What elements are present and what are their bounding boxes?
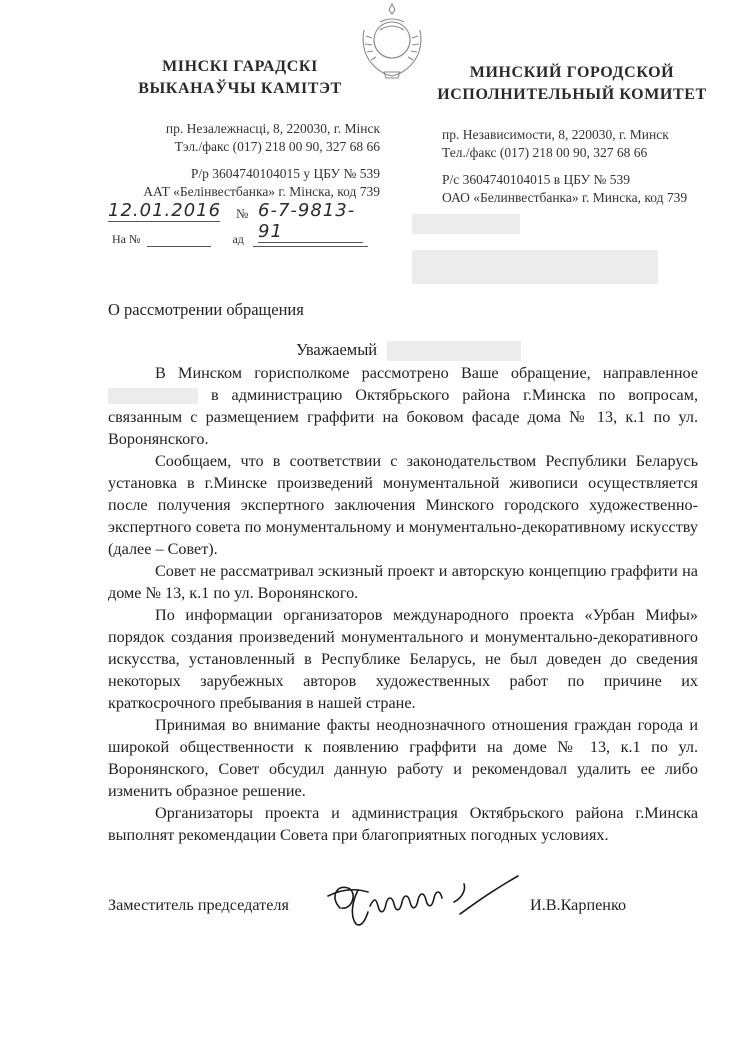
paragraph-5: Принимая во внимание факты неоднозначного отношения граждан города и широкой общественности к появлению граффити на доме № 13, к.1 по ул. Воронянского, Совет обсудил данную работу и рекомендовал удалить ее либо изменить образное решение. xyxy=(108,716,698,800)
redacted-addressee-address xyxy=(412,250,658,284)
greeting xyxy=(296,340,521,361)
paragraph-1-part-b: в администрацию Октябрьского района г.Минска по вопросам, связанным с размещением граффити на боковом фасаде дома № 13, к.1 по ул. Воронянского. xyxy=(108,386,699,448)
paragraph-4: По информации организаторов международного проекта «Урбан Мифы» порядок создания произведений монументального и монументально-декоративного искусства, установленный в Республике Беларусь, не был доведен до сведения некоторых зарубежных авторов художественных работ по причине их краткосрочного пребывания в нашей стране. xyxy=(108,606,698,712)
org-name-by-line1: МІНСКІ ГАРАДСКІ xyxy=(162,58,318,75)
reference-number-label: На № xyxy=(112,232,141,246)
signatory-position: Заместитель председателя xyxy=(108,896,289,914)
paragraph-2: Сообщаем, что в соответствии с законодательством Республики Беларусь установка в г.Минске произведений монументальной живописи осуществляется после получения экспертного заключения Минского городского художественно-экспертного совета по монументальному и монументально-декоративному искусству (далее – Совет). xyxy=(108,452,698,558)
org-name-by-line2: ВЫКАНАЎЧЫ КАМІТЭТ xyxy=(138,80,342,97)
org-name-ru-line2: ИСПОЛНИТЕЛЬНЫЙ КОМИТЕТ xyxy=(437,86,707,103)
redacted-sender xyxy=(108,388,198,404)
letter-body xyxy=(108,362,698,846)
reference-from-label: ад xyxy=(232,232,244,246)
paragraph-6: Организаторы проекта и администрация Октябрьского района г.Минска выполнят рекомендации Совета при благоприятных погодных условиях. xyxy=(108,804,698,844)
paragraph-1-part-a: В Минском горисполкоме рассмотрено Ваше обращение, направленное xyxy=(155,364,698,382)
phone-ru: Тел./факс (017) 218 00 90, 327 68 66 xyxy=(442,144,648,160)
account-by: Р/р 3604740104015 у ЦБУ № 539 xyxy=(190,166,380,181)
redacted-addressee-name xyxy=(412,214,520,234)
account-ru: Р/с 3604740104015 в ЦБУ № 539 xyxy=(442,172,630,187)
signatory-name: И.В.Карпенко xyxy=(530,896,627,914)
reference-row xyxy=(112,232,368,247)
belarus-emblem-icon xyxy=(350,0,434,84)
org-name-belarusian xyxy=(120,56,360,100)
bank-by: ААТ «Белінвестбанка» г. Мінска, код 739 xyxy=(143,183,380,199)
requisites-belarusian xyxy=(115,120,380,200)
greeting-text: Уважаемый xyxy=(296,340,378,359)
address-by: пр. Незалежнасці, 8, 220030, г. Мінск xyxy=(165,121,380,136)
registration-date: 12.01.2016 xyxy=(108,200,222,221)
requisites-russian xyxy=(442,126,712,206)
phone-by: Тэл./факс (017) 218 00 90, 327 68 66 xyxy=(174,138,380,154)
bank-ru: ОАО «Белинвестбанка» г. Минска, код 739 xyxy=(442,189,688,205)
redacted-greeting-name xyxy=(387,341,521,361)
registration-number-label: № xyxy=(236,206,249,221)
paragraph-1 xyxy=(108,362,698,450)
paragraph-3: Совет не рассматривал эскизный проект и авторскую концепцию граффити на доме № 13, к.1 по ул. Воронянского. xyxy=(108,562,698,602)
org-name-ru-line1: МИНСКИЙ ГОРОДСКОЙ xyxy=(469,64,675,81)
handwritten-signature xyxy=(318,872,528,934)
address-ru: пр. Независимости, 8, 220030, г. Минск xyxy=(442,127,669,142)
org-name-russian xyxy=(432,62,712,106)
letter-subject: О рассмотрении обращения xyxy=(108,300,304,319)
registration-number: 6-7-9813-91 xyxy=(258,200,363,243)
